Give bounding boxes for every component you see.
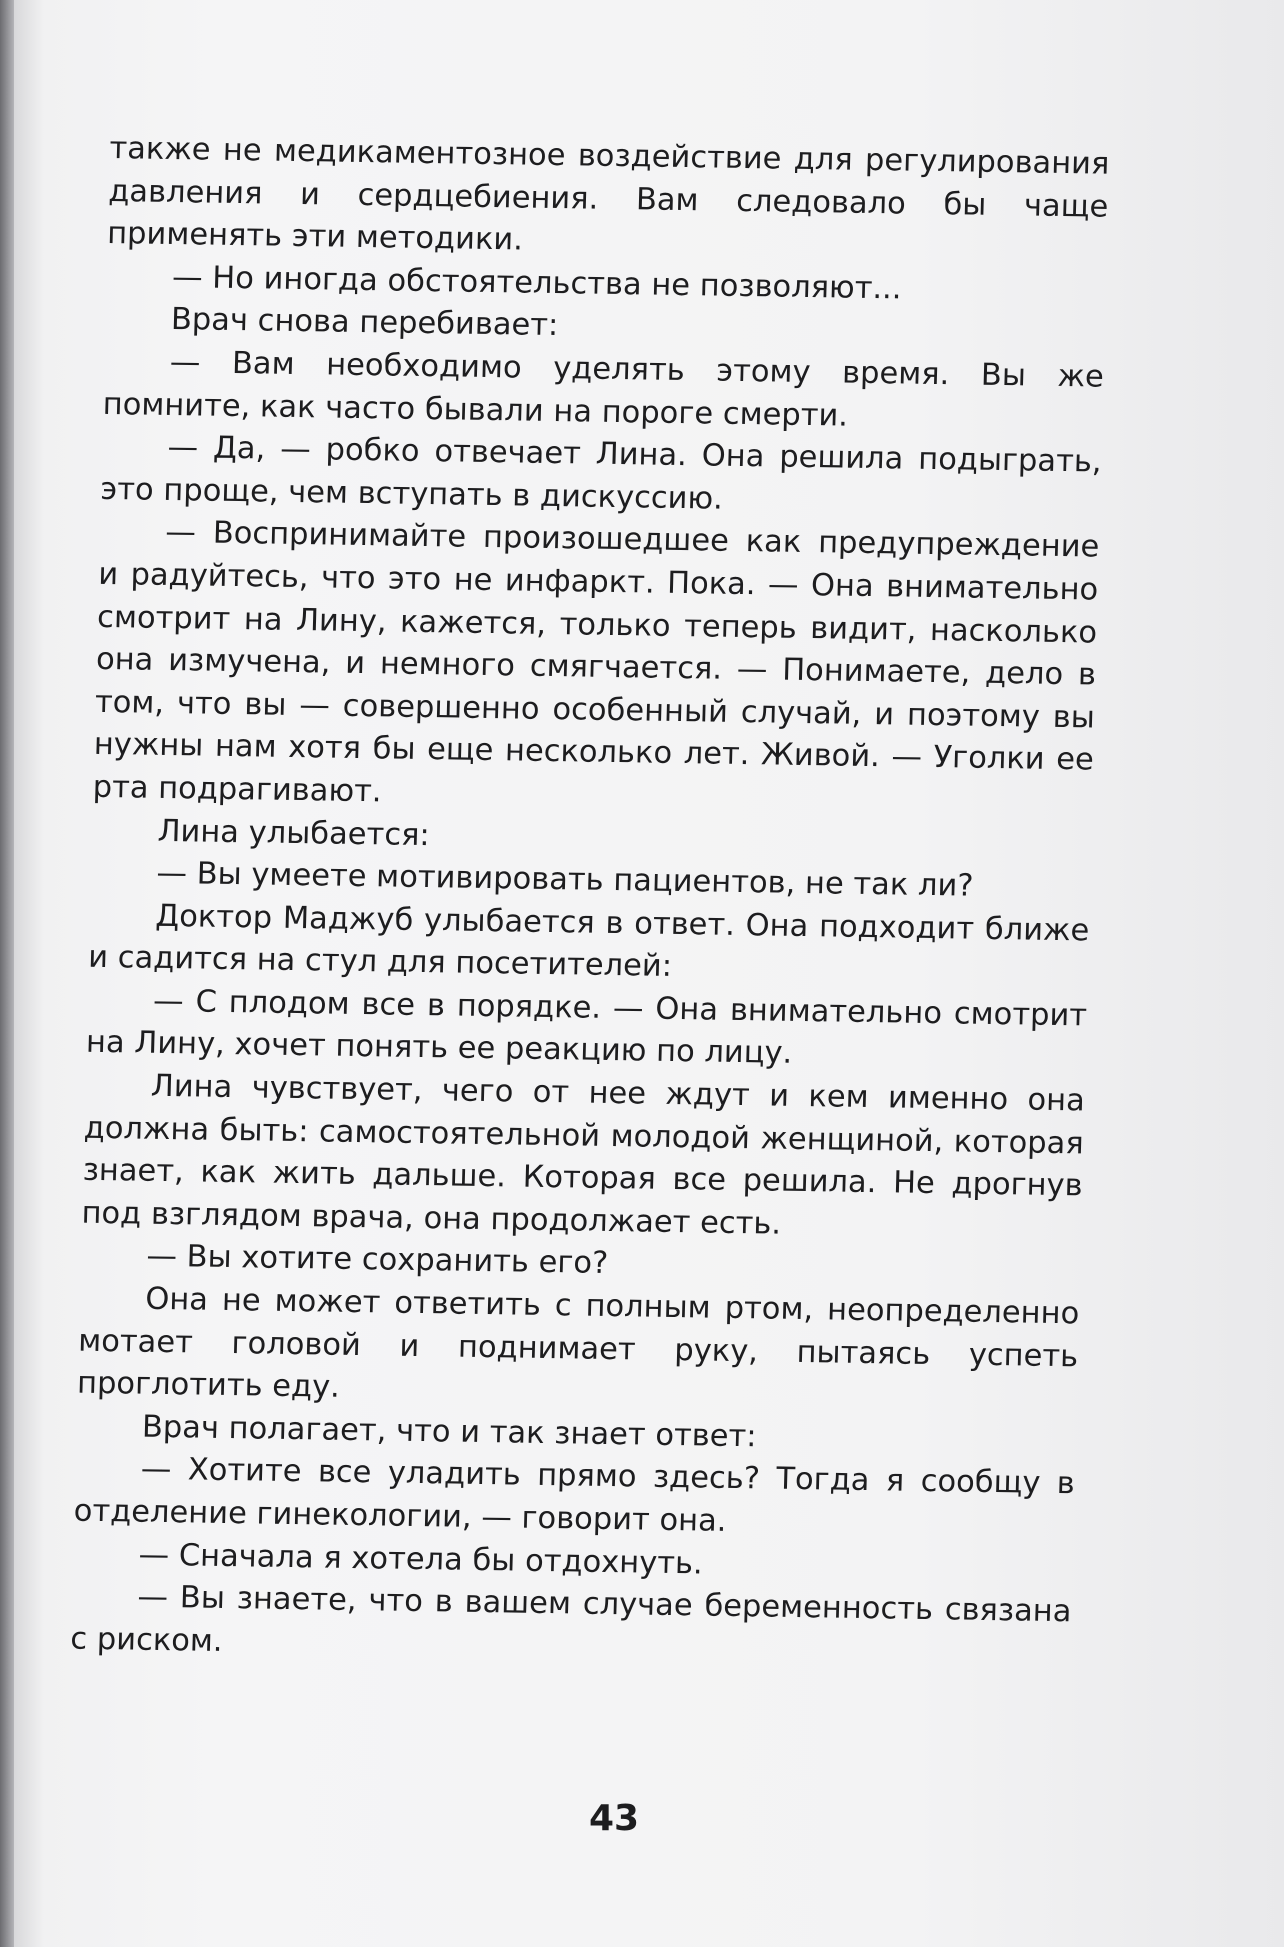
paragraph: также не медикаментозное воздействие для регулирования давления и сердцебиения. Вам следовало бы чаще применять эти методики. <box>106 130 1110 258</box>
paragraph: Лина улыбается: <box>157 813 431 853</box>
paragraph: Она не может ответить с полным ртом, неопределенно мотает головой и поднимает руку, пытаясь успеть проглотить еду. <box>76 1281 1080 1405</box>
paragraph: Врач снова перебивает: <box>170 302 559 344</box>
paragraph: — Но иногда обстоятельства не позволяют... <box>171 259 903 307</box>
paragraph: — Да, — робко отвечает Лина. Она решила подыграть, это проще, чем вступать в дискуссию. <box>100 430 1102 517</box>
paragraph: — Хотите все уладить прямо здесь? Тогда я сообщу в отделение гинекологии, — говорит она. <box>73 1452 1076 1539</box>
paragraph: — Сначала я хотела бы отдохнуть. <box>138 1537 704 1582</box>
paragraph: — Воспринимайте произошедшее как предупреждение и радуйтесь, что это не инфаркт. Пока. — Она внимательно смотрит на Лину, кажется, только теперь видит, насколько она измучена, и немного смягчается. — Понимаете, дело в том, что вы — совершенно особенный случай, и поэтому вы нужны нам хотя бы еще несколько лет. Живой. — Уголки ее рта подрагивают. <box>92 515 1100 810</box>
paragraph: Врач полагает, что и так знает ответ: <box>141 1409 758 1455</box>
book-spine-shadow <box>0 0 14 1947</box>
paragraph: — Вы хотите сохранить его? <box>146 1239 609 1282</box>
body-text <box>70 128 1110 1677</box>
paragraph: — Вы знаете, что в вашем случае беременность связана с риском. <box>69 1579 1072 1659</box>
paragraph: Доктор Маджуб улыбается в ответ. Она подходит ближе и садится на стул для посетителей: <box>87 898 1090 985</box>
page-number: 43 <box>588 1798 640 1839</box>
paragraph: — Вам необходимо уделять этому время. Вы же помните, как часто бывали на пороге смерти. <box>102 344 1105 434</box>
paragraph: Лина чувствует, чего от нее ждут и кем именно она должна быть: самостоятельной молодой женщиной, которая знает, как жить дальше. Которая все решила. Не дрогнув под взглядом врача, она продолжает есть. <box>81 1068 1086 1242</box>
paragraph: — Вы умеете мотивировать пациентов, не так ли? <box>156 855 974 904</box>
paragraph: — С плодом все в порядке. — Она внимательно смотрит на Лину, хочет понять ее реакцию по лицу. <box>85 983 1088 1072</box>
book-page <box>14 0 1284 1947</box>
